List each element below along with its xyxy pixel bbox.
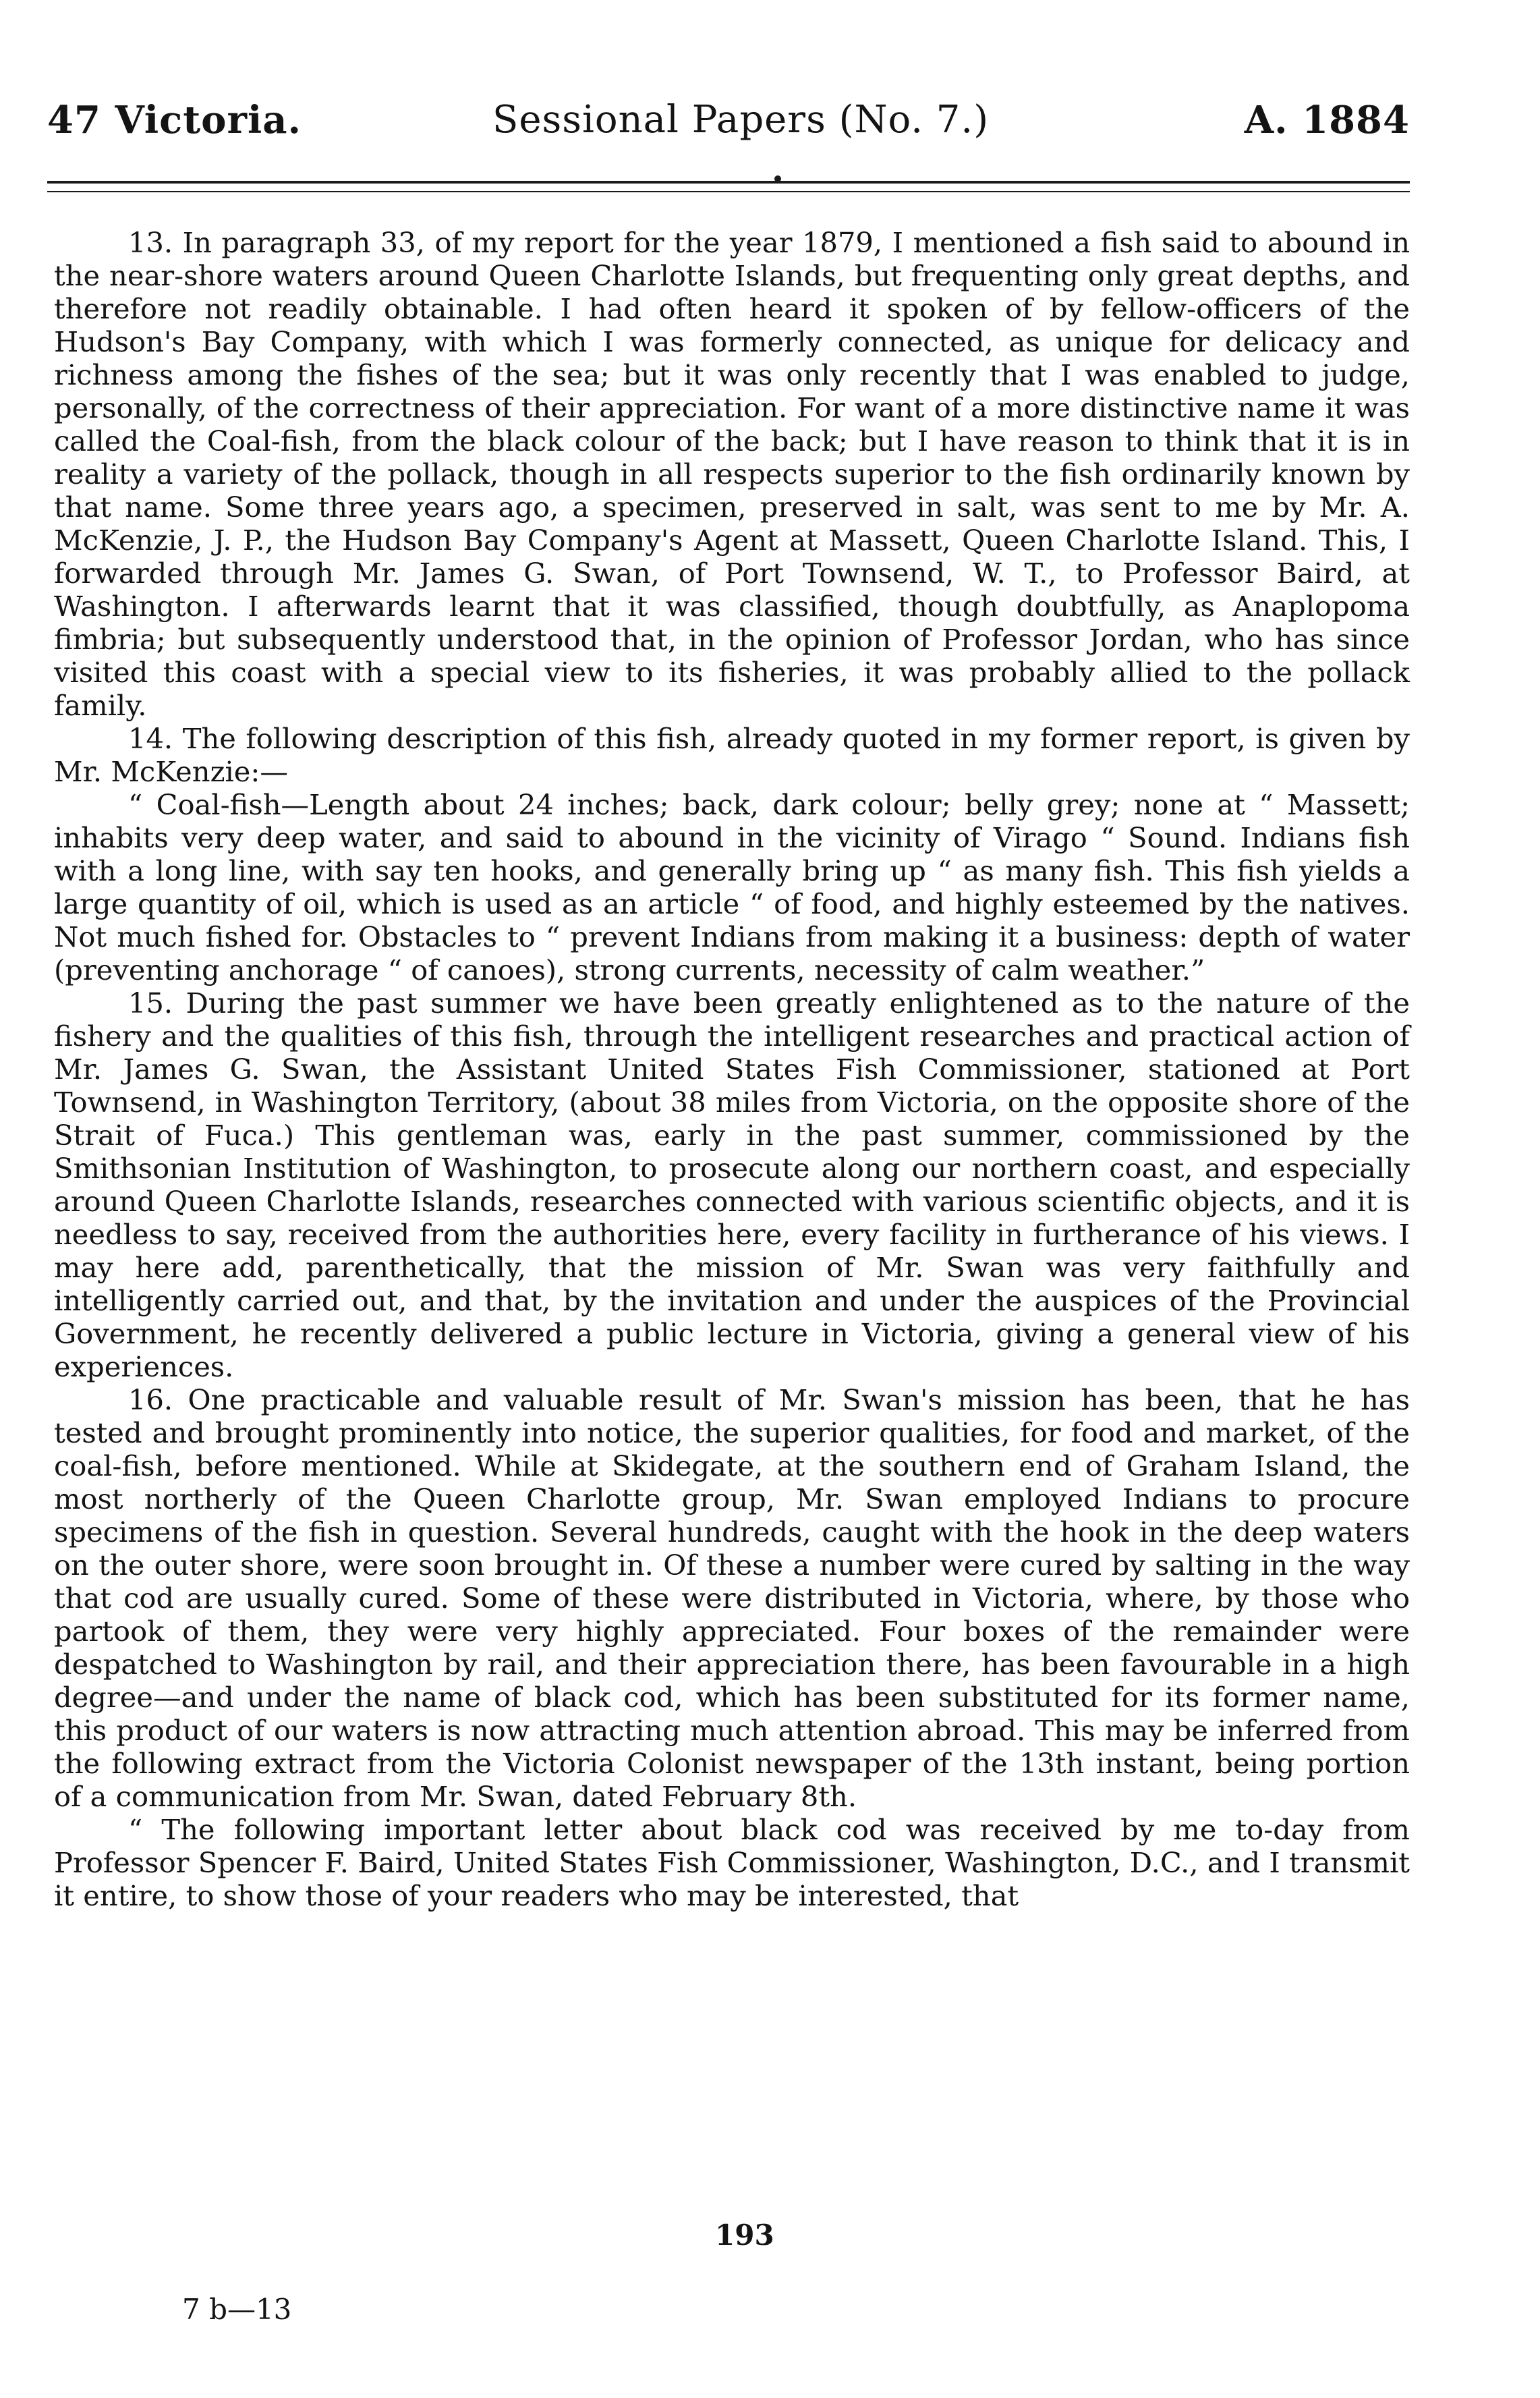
printer-signature: 7 b—13 <box>182 2293 292 2326</box>
header-rule-thick <box>47 181 1410 184</box>
paragraph-14: 14. The following description of this fish, already quoted in my former report, is given by Mr. McKenzie:— <box>54 722 1410 788</box>
header-rule-thin <box>47 191 1410 192</box>
quoted-description: “ Coal-fish—Length about 24 inches; back, dark colour; belly grey; none at “ Massett; inhabits very deep water, and said to abound in the vicinity of Virago “ Sound. Indians fish with a long line, with say ten hooks, and generally bring up “ as many fish. This fish yields a large quantity of oil, which is used as an article “ of food, and highly esteemed by the natives. Not much fished for. Obstacles to “ prevent Indians from making it a business: depth of water (preventing anchorage “ of canoes), strong currents, necessity of calm weather.” <box>54 788 1410 986</box>
paragraph-13: 13. In paragraph 33, of my report for the year 1879, I mentioned a fish said to abound in the near-shore waters around Queen Charlotte Islands, but frequenting only great depths, and therefore not readily obtainable. I had often heard it spoken of by fellow-officers of the Hudson's Bay Company, with which I was formerly connected, as unique for delicacy and richness among the fishes of the sea; but it was only recently that I was enabled to judge, personally, of the correctness of their appreciation. For want of a more distinctive name it was called the Coal-fish, from the black colour of the back; but I have reason to think that it is in reality a variety of the pollack, though in all respects superior to the fish ordinarily known by that name. Some three years ago, a specimen, preserved in salt, was sent to me by Mr. A. McKenzie, J. P., the Hudson Bay Company's Agent at Massett, Queen Charlotte Island. This, I forwarded through Mr. James G. Swan, of Port Townsend, W. T., to Professor Baird, at Washington. I afterwards learnt that it was classified, though doubtfully, as Anaplopoma fimbria; but subsequently understood that, in the opinion of Professor Jordan, who has since visited this coast with a special view to its fisheries, it was probably allied to the pollack family. <box>54 226 1410 722</box>
paragraph-16: 16. One practicable and valuable result of Mr. Swan's mission has been, that he has tested and brought prominently into notice, the superior qualities, for food and market, of the coal-fish, before mentioned. While at Skidegate, at the southern end of Graham Island, the most northerly of the Queen Charlotte group, Mr. Swan employed Indians to procure specimens of the fish in question. Several hundreds, caught with the hook in the deep waters on the outer shore, were soon brought in. Of these a number were cured by salting in the way that cod are usually cured. Some of these were distributed in Victoria, where, by those who partook of them, they were very highly appreciated. Four boxes of the remainder were despatched to Washington by rail, and their appreciation there, has been favourable in a high degree—and under the name of black cod, which has been substituted for its former name, this product of our waters is now attracting much attention abroad. This may be inferred from the following extract from the Victoria Colonist newspaper of the 13th instant, being portion of a communication from Mr. Swan, dated February 8th. <box>54 1383 1410 1813</box>
quoted-letter: “ The following important letter about black cod was received by me to-day from Professor Spencer F. Baird, United States Fish Commissioner, Washington, D.C., and I transmit it entire, to show those of your readers who may be interested, that <box>54 1813 1410 1912</box>
header-title: Sessional Papers (No. 7.) <box>492 98 990 142</box>
body-text <box>54 226 1410 1912</box>
paragraph-15: 15. During the past summer we have been greatly enlightened as to the nature of the fishery and the qualities of this fish, through the intelligent researches and practical action of Mr. James G. Swan, the Assistant United States Fish Commissioner, stationed at Port Townsend, in Washington Territory, (about 38 miles from Victoria, on the opposite shore of the Strait of Fuca.) This gentleman was, early in the past summer, commissioned by the Smithsonian Institution of Washington, to prosecute along our northern coast, and especially around Queen Charlotte Islands, researches connected with various scientific objects, and it is needless to say, received from the authorities here, every facility in furtherance of his views. I may here add, parenthetically, that the mission of Mr. Swan was very faithfully and intelligently carried out, and that, by the invitation and under the auspices of the Provincial Government, he recently delivered a public lecture in Victoria, giving a general view of his experiences. <box>54 986 1410 1383</box>
page-number: 193 <box>715 2219 774 2252</box>
running-head <box>47 98 1410 159</box>
header-volume: 47 Victoria. <box>47 98 302 142</box>
header-rule-mark <box>774 175 781 182</box>
header-year: A. 1884 <box>1244 98 1410 142</box>
